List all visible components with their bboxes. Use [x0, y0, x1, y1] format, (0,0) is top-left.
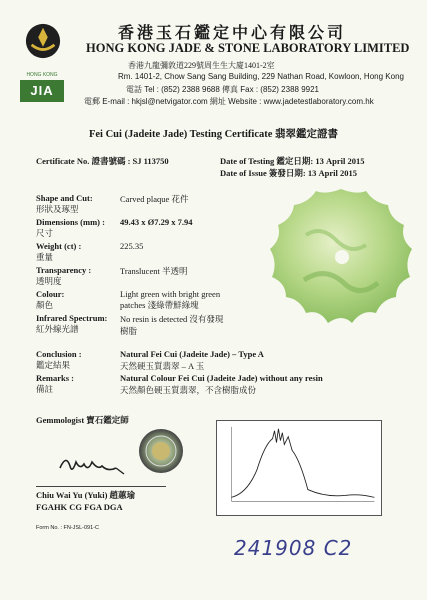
org-name-cn: 香港玉石鑑定中心有限公司	[118, 25, 347, 42]
details-section	[36, 193, 276, 337]
detail-label: Colour:	[36, 289, 65, 299]
jia-caption: HONG KONG	[26, 72, 58, 78]
conclusion-value: Natural Fei Cui (Jadeite Jade) – Type A	[120, 349, 264, 359]
date-of-testing: Date of Testing 鑑定日期: 13 April 2015	[220, 156, 365, 166]
detail-row-infrared	[36, 313, 276, 337]
remarks-row	[36, 373, 396, 397]
detail-row-dimensions	[36, 217, 276, 241]
detail-row-shape	[36, 193, 276, 217]
infrared-spectrum-image	[216, 420, 382, 516]
detail-row-weight	[36, 241, 276, 265]
certificate-number: Certificate No. 證書號碼 : SJ 113750	[36, 156, 169, 166]
signature-image	[58, 448, 128, 480]
jade-pendant-image	[266, 185, 416, 335]
hologram-seal-icon	[138, 428, 184, 474]
detail-label-cn: 透明度	[36, 276, 62, 286]
detail-label: Weight (ct) :	[36, 241, 82, 251]
remarks-value-cn: 天然顏色硬玉質翡翠，不含樹脂成份	[120, 385, 257, 395]
jia-logo: JIA	[20, 80, 64, 102]
conclusion-label-cn: 鑑定結果	[36, 360, 71, 370]
remarks-label: Remarks :	[36, 373, 75, 383]
org-name-en: HONG KONG JADE & STONE LABORATORY LIMITED	[86, 41, 410, 55]
contact-email-web: 電郵 E-mail : hkjsl@netvigator.com 網址 Website : www.jadetestlaboratory.com.hk	[84, 97, 374, 106]
detail-label-cn: 尺寸	[36, 228, 54, 238]
detail-label: Shape and Cut:	[36, 193, 93, 203]
form-number: Form No. : FN-JSL-091-C	[36, 525, 99, 531]
remarks-value: Natural Colour Fei Cui (Jadeite Jade) without any resin	[120, 373, 323, 383]
contact-phone-fax: 電話 Tel : (852) 2388 9688 傳真 Fax : (852) 2388 9921	[126, 85, 319, 94]
detail-value: Translucent 半透明	[120, 266, 188, 276]
signature-line	[36, 486, 166, 487]
detail-label-cn: 紅外線光譜	[36, 324, 79, 334]
detail-value: Carved plaque 花件	[120, 194, 189, 204]
signer-name: Chiu Wai Yu (Yuki) 趙蕙瑜	[36, 490, 136, 500]
detail-label: Infrared Spectrum:	[36, 313, 108, 323]
conclusion-value-cn: 天然硬玉質翡翠 – A 玉	[120, 361, 205, 371]
date-of-issue: Date of Issue 簽發日期: 13 April 2015	[220, 168, 357, 178]
detail-value: 225.35	[120, 241, 144, 251]
remarks-label-cn: 備註	[36, 384, 54, 394]
detail-label-cn: 顏色	[36, 300, 54, 310]
lab-logo-icon	[24, 22, 62, 60]
detail-row-colour	[36, 289, 276, 313]
conclusion-label: Conclusion :	[36, 349, 82, 359]
detail-label-cn: 形狀及琢型	[36, 204, 79, 214]
certificate-title: Fei Cui (Jadeite Jade) Testing Certificate 翡翠鑑定證書	[88, 129, 339, 140]
address-en: Rm. 1401-2, Chow Sang Sang Building, 229 Nathan Road, Kowloon, Hong Kong	[118, 72, 404, 81]
detail-value: No resin is detected 沒有發現樹脂	[120, 314, 224, 336]
conclusion-section	[36, 349, 396, 397]
signer-credentials: FGAHK CG FGA DGA	[36, 502, 123, 512]
detail-value: Light green with bright green patches 淺綠帶鮮綠塊	[120, 289, 221, 310]
conclusion-row	[36, 349, 396, 373]
detail-label: Transparency :	[36, 265, 92, 275]
detail-label-cn: 重量	[36, 252, 54, 262]
detail-row-transparency	[36, 265, 276, 289]
detail-value: 49.43 x Ø7.29 x 7.94	[120, 217, 193, 227]
gemmologist-label: Gemmologist 寶石鑑定師	[36, 415, 129, 425]
detail-label: Dimensions (mm) :	[36, 217, 105, 227]
handwritten-reference: 241908 C2	[234, 536, 353, 560]
address-cn: 香港九龍彌敦道229號周生生大廈1401-2室	[128, 61, 275, 70]
